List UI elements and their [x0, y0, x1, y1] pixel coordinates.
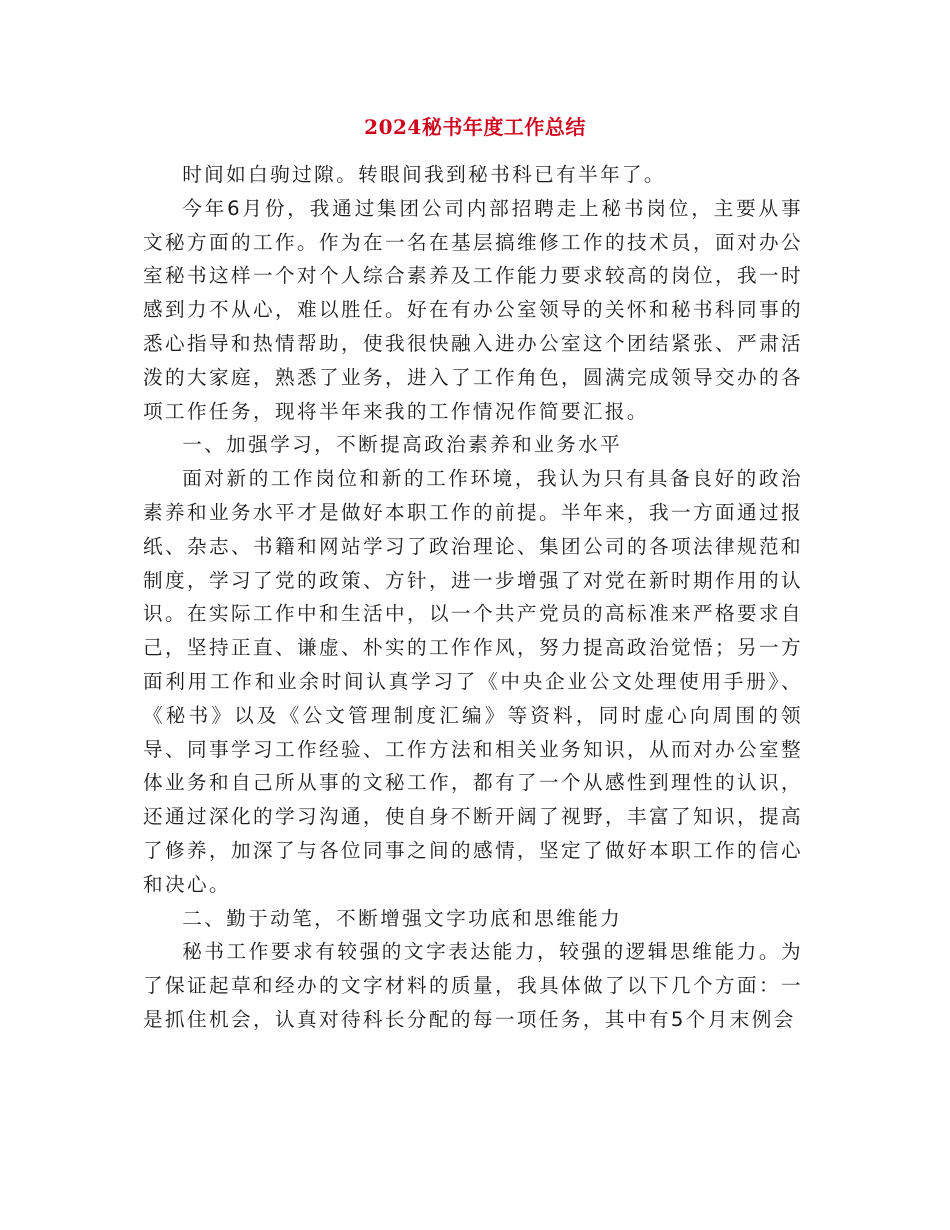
section-heading-2: 二、勤于动笔，不断增强文字功底和思维能力 — [182, 906, 623, 930]
document-title: 2024秘书年度工作总结 — [364, 115, 586, 139]
paragraph-intro: 时间如白驹过隙。转眼间我到秘书科已有半年了。 — [182, 163, 667, 186]
document-body — [143, 158, 803, 1037]
paragraph-overview: 今年6月份，我通过集团公司内部招聘走上秘书岗位，主要从事文秘方面的工作。作为在一名在基层搞维修工作的技术员，面对办公室秘书这样一个对个人综合素养及工作能力要求较高的岗位，我一时感到力不从心，难以胜任。好在有办公室领导的关怀和秘书科同事的悉心指导和热情帮助，使我很快融入进办公室这个团结紧张、严肃活泼的大家庭，熟悉了业务，进入了工作角色，圆满完成领导交办的各项工作任务，现将半年来我的工作情况作简要汇报。 — [143, 196, 803, 423]
paragraph-section-1: 面对新的工作岗位和新的工作环境，我认为只有具备良好的政治素养和业务水平才是做好本职工作的前提。半年来，我一方面通过报纸、杂志、书籍和网站学习了政治理论、集团公司的各项法律规范和制度，学习了党的政策、方针，进一步增强了对党在新时期作用的认识。在实际工作中和生活中，以一个共产党员的高标准来严格要求自己，坚持正直、谦虚、朴实的工作作风，努力提高政治觉悟；另一方面利用工作和业余时间认真学习了《中央企业公文处理使用手册》、《秘书》以及《公文管理制度汇编》等资料，同时虚心向周围的领导、同事学习工作经验、工作方法和相关业务知识，从而对办公室整体业务和自己所从事的文秘工作，都有了一个从感性到理性的认识，还通过深化的学习沟通，使自身不断开阔了视野，丰富了知识，提高了修养，加深了与各位同事之间的感情，坚定了做好本职工作的信心和决心。 — [143, 467, 803, 896]
paragraph-section-2: 秘书工作要求有较强的文字表达能力，较强的逻辑思维能力。为了保证起草和经办的文字材料的质量，我具体做了以下几个方面：一是抓住机会，认真对待科长分配的每一项任务，其中有5个月末例会 — [143, 940, 803, 1031]
section-heading-1: 一、加强学习，不断提高政治素养和业务水平 — [182, 433, 623, 457]
